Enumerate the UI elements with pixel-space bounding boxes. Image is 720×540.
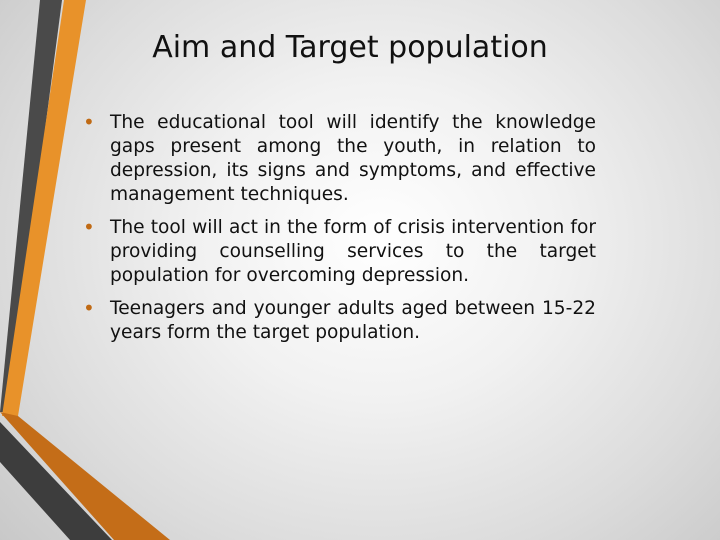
bullet-dot-icon: • [83, 296, 95, 320]
slide-title: Aim and Target population [152, 30, 548, 65]
bullet-text: The tool will act in the form of crisis intervention for providing counselling services to the target population for overcoming depression. [110, 217, 596, 286]
bullet-list [83, 110, 596, 354]
bullet-dot-icon: • [83, 110, 95, 134]
bullet-dot-icon: • [83, 215, 95, 239]
dark-stripe-top [0, 0, 62, 412]
bullet-text: The educational tool will identify the knowledge gaps present among the youth, in relation to depression, its signs and symptoms, and effective management techniques. [110, 112, 596, 205]
bullet-item [83, 215, 596, 288]
bullet-item [83, 110, 596, 207]
bullet-text: Teenagers and younger adults aged between 15-22 years form the target population. [110, 298, 596, 343]
bullet-item [83, 296, 596, 345]
